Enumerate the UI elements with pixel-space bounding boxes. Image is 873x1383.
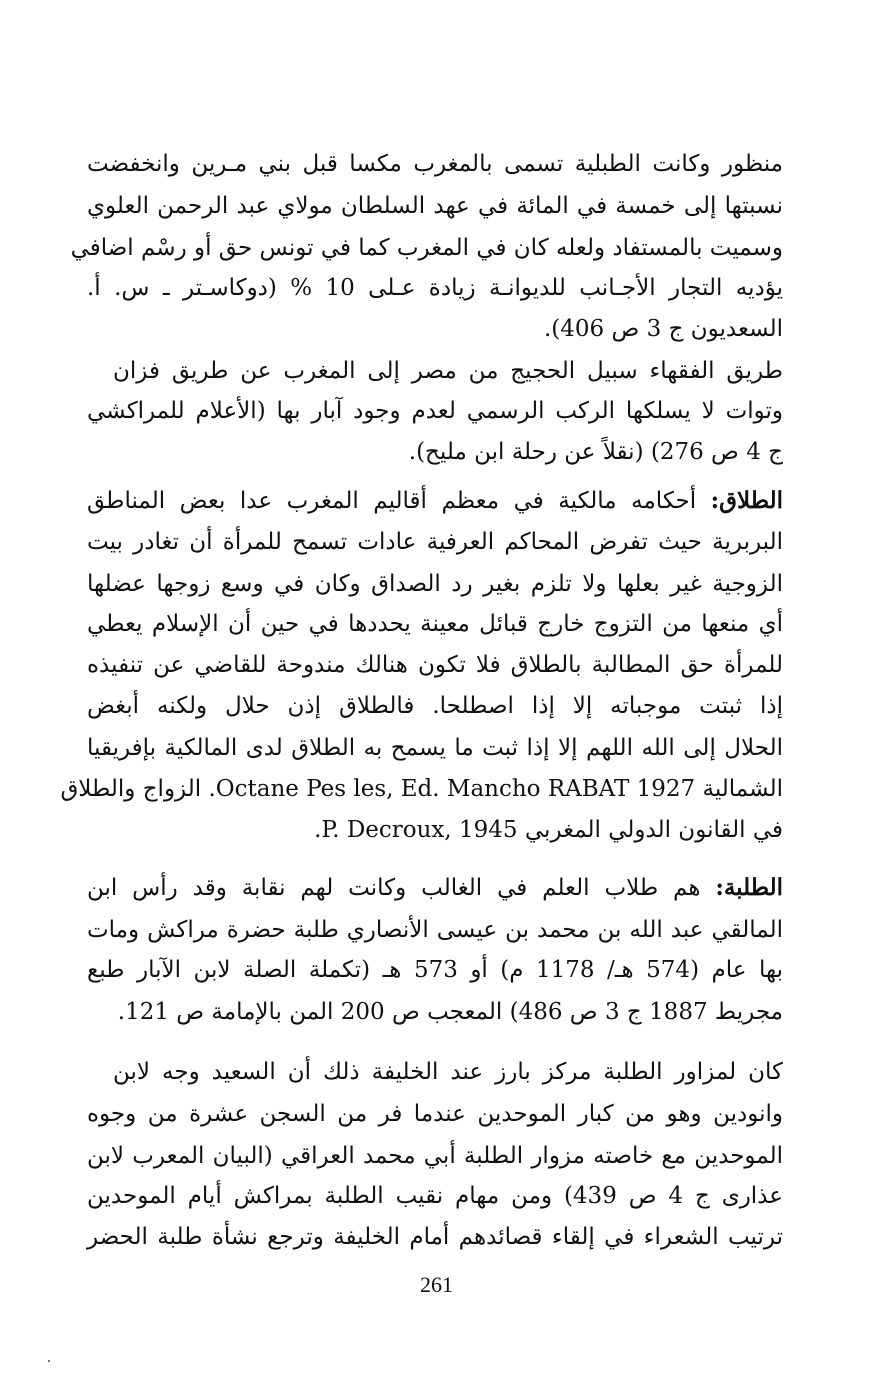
text-line: وسميت بالمستفاد ولعله كان في المغرب كما في تونس حق أو رسْم اضافي	[70, 235, 783, 261]
term-heading: الطلاق:	[710, 487, 783, 514]
text-line: البربرية حيث تفرض المحاكم العرفية عادات تسمح للمرأة أن تغادر بيت	[87, 529, 783, 555]
text-line: وانودين وهو من كبار الموحدين عندما فر من السجن عشرة من وجوه	[87, 1101, 783, 1127]
text-line: ترتيب الشعراء في إلقاء قصائدهم أمام الخليفة وترجع نشأة طلبة الحضر	[87, 1224, 783, 1250]
text-line: عذارى ج 4 ص 439) ومن مهام نقيب الطلبة بمراكش أيام الموحدين	[87, 1183, 783, 1209]
text-line: بها عام (574 هـ/ 1178 م) أو 573 هـ (تكملة الصلة لابن الآبار طبع	[87, 957, 783, 983]
term-line-text: أحكامه مالكية في معظم أقاليم المغرب عدا بعض المناطق	[87, 488, 711, 514]
term-line-text: هم طلاب العلم في الغالب وكانت لهم نقابة وقد رأس ابن	[87, 875, 716, 901]
text-line: للمرأة حق المطالبة بالطلاق فلا تكون هنالك مندوحة للقاضي عن تنفيذه	[87, 652, 783, 678]
scan-speck	[48, 1360, 50, 1362]
text-line: السعديون ج 3 ص 406).	[543, 316, 783, 342]
text-line: أي منعها من التزوج خارج قبائل معينة يحددها في حين أن الإسلام يعطي	[87, 611, 783, 637]
text-line: مجريط 1887 ج 3 ص 486) المعجب ص 200 المن بالإمامة ص 121.	[117, 999, 783, 1025]
text-line: إذا ثبتت موجباته إلا إذا اصطلحا. فالطلاق إذن حلال ولكنه أبغض	[87, 693, 783, 719]
text-line: الموحدين مع خاصته مزوار الطلبة أبي محمد العراقي (البيان المعرب لابن	[87, 1143, 783, 1169]
text-line: وتوات لا يسلكها الركب الرسمي لعدم وجود آبار بها (الأعلام للمراكشي	[87, 398, 783, 424]
text-line: طريق الفقهاء سبيل الحجيج من مصر إلى المغرب عن طريق فزان	[113, 358, 783, 384]
text-line	[87, 483, 783, 519]
text-line: الحلال إلى الله اللهم إلا إذا ثبت ما يسمح به الطلاق لدى المالكية بإفريقيا	[87, 735, 783, 761]
text-line: في القانون الدولي المغربي P. Decroux, 1945.	[314, 817, 783, 843]
text-line: منظور وكانت الطبلية تسمى بالمغرب مكسا قبل بني مـرين وانخفضت	[87, 151, 783, 177]
text-line: نسبتها إلى خمسة في المائة في عهد السلطان مولاي عبد الرحمن العلوي	[87, 193, 783, 219]
text-line: كان لمزاور الطلبة مركز بارز عند الخليفة ذلك أن السعيد وجه لابن	[113, 1059, 783, 1085]
text-line: يؤديه التجار الأجـانب للديوانـة زيادة عـلى 10 % (دوكاسـتر ـ س. أ.	[87, 275, 783, 301]
text-line	[87, 870, 783, 906]
text-line: الزوجية غير بعلها ولا تلزم بغير رد الصداق وكان في وسع زوجها عضلها	[87, 571, 783, 597]
text-line: المالقي عبد الله بن محمد بن عيسى الأنصاري طلبة حضرة مراكش ومات	[87, 917, 783, 943]
term-heading: الطلبة:	[715, 874, 783, 901]
text-line: الشمالية Octane Pes les, Ed. Mancho RABAT 1927. الزواج والطلاق	[60, 776, 783, 802]
page-number: 261	[420, 1272, 453, 1297]
text-line: ج 4 ص 276) (نقلاً عن رحلة ابن مليح).	[408, 439, 783, 465]
